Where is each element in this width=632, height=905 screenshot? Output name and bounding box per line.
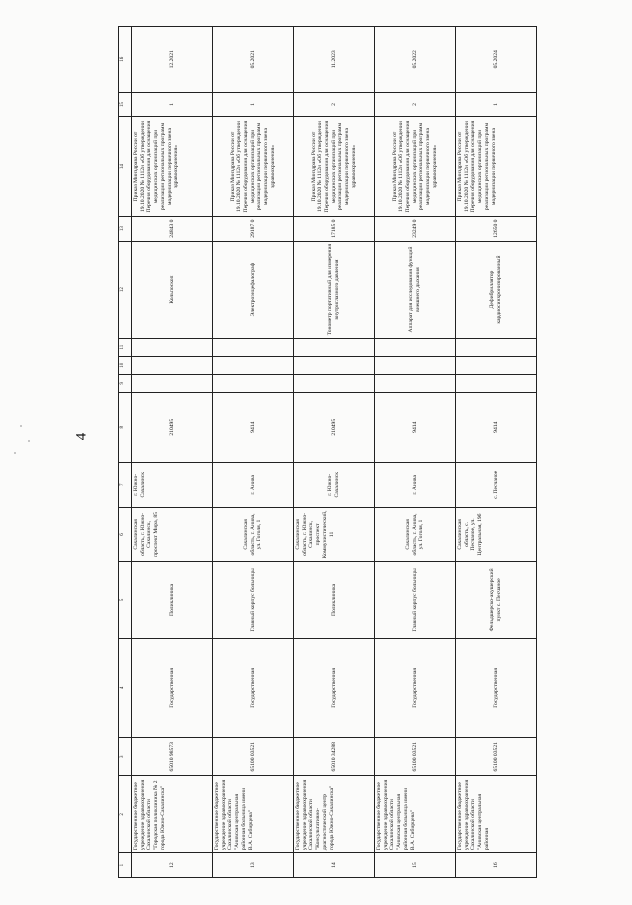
okato-code: 210495	[132, 392, 213, 462]
organization-name: Государственное бюджетное учреждение здравоохранения Сахалинской области "Анивская центральная районная больница имени В.А. Сибирцева"	[375, 776, 456, 853]
empty-cell	[294, 374, 375, 392]
row-number: 15	[375, 853, 456, 878]
ownership-form: Государственная	[375, 638, 456, 737]
ownership-form: Государственная	[294, 638, 375, 737]
empty-cell	[132, 338, 213, 356]
organization-name: Государственное бюджетное учреждение здравоохранения Сахалинской области "Анивская центральная районная больница имени В.А. Сибирцева"	[213, 776, 294, 853]
equipment-price: 12650 0	[456, 216, 537, 241]
column-number: 13	[119, 216, 132, 241]
organization-code: 65100 03521	[456, 738, 537, 776]
structural-unit: Фельдшерско-акушерский пункт с. Песчаное	[456, 562, 537, 639]
row-number: 12	[132, 853, 213, 878]
scan-speck	[14, 452, 16, 454]
delivery-date: 05.2022	[375, 27, 456, 93]
quantity: 1	[456, 92, 537, 117]
table-row	[456, 27, 537, 878]
delivery-date: 05.2024	[456, 27, 537, 93]
ownership-form: Государственная	[213, 638, 294, 737]
scan-speck	[28, 440, 30, 442]
empty-cell	[132, 356, 213, 374]
empty-cell	[375, 356, 456, 374]
column-number: 1	[119, 853, 132, 878]
column-number: 9	[119, 374, 132, 392]
structural-unit: Поликлиника	[294, 562, 375, 639]
empty-cell	[213, 338, 294, 356]
address: Сахалинская область, г. Анива, ул. Гоголя, 1	[375, 507, 456, 561]
delivery-date: 05.2021	[213, 27, 294, 93]
structural-unit: Главный корпус больницы	[213, 562, 294, 639]
organization-name: Государственное бюджетное учреждение здравоохранения Сахалинской области "Консультативно-диагностический центр города Южно-Сахалинска"	[294, 776, 375, 853]
equipment-name: Аппарат для исследования функций внешнего дыхания	[375, 241, 456, 338]
organization-name: Государственное бюджетное учреждение здравоохранения Сахалинской области "Городская поликлиника № 2 города Южно-Сахалинска"	[132, 776, 213, 853]
empty-cell	[456, 338, 537, 356]
column-number: 5	[119, 562, 132, 639]
column-number: 2	[119, 776, 132, 853]
legal-basis: Приказ Минздрава России от 19.10.2020 № 1112н «Об утверждении Перечня оборудования для оснащения медицинских организаций при реализации региональных программ модернизации первичного звена здравоохранения»	[375, 117, 456, 216]
row-number: 16	[456, 853, 537, 878]
organization-name: Государственное бюджетное учреждение здравоохранения Сахалинской области "Анивская центральная районная	[456, 776, 537, 853]
locality: г. Анива	[213, 462, 294, 507]
table-row	[132, 27, 213, 878]
empty-cell	[213, 356, 294, 374]
empty-cell	[375, 374, 456, 392]
column-number: 12	[119, 241, 132, 338]
okato-code: 9414	[213, 392, 294, 462]
structural-unit: Поликлиника	[132, 562, 213, 639]
address: Сахалинская область, г. Южно-Сахалинск, проспект Коммунистический, 11	[294, 507, 375, 561]
row-number: 14	[294, 853, 375, 878]
organization-code: 65100 03521	[213, 738, 294, 776]
legal-basis: Приказ Минздрава России от 19.10.2020 № 1112н «Об утверждении Перечня оборудования для оснащения медицинских организаций при реализации региональных программ модернизации первичного звена	[456, 117, 537, 216]
empty-cell	[375, 338, 456, 356]
empty-cell	[213, 374, 294, 392]
column-number: 14	[119, 117, 132, 216]
empty-cell	[456, 374, 537, 392]
organization-code: 65010 98573	[132, 738, 213, 776]
quantity: 2	[294, 92, 375, 117]
column-number: 15	[119, 92, 132, 117]
ownership-form: Государственная	[132, 638, 213, 737]
empty-cell	[294, 356, 375, 374]
okato-code: 9414	[456, 392, 537, 462]
column-number: 7	[119, 462, 132, 507]
rotated-table-sheet	[118, 26, 528, 878]
delivery-date: 11.2023	[294, 27, 375, 93]
legal-basis: Приказ Минздрава России от 19.10.2020 № 1112н «Об утверждении Перечня оборудования для оснащения медицинских организаций при реализации региональных программ модернизации первичного звена здравоохранения»	[213, 117, 294, 216]
equipment-name: Кольпоскоп	[132, 241, 213, 338]
equipment-price: 17185 0	[294, 216, 375, 241]
organization-code: 65010 34288	[294, 738, 375, 776]
column-number: 4	[119, 638, 132, 737]
structural-unit: Главный корпус больницы	[375, 562, 456, 639]
column-number: 8	[119, 392, 132, 462]
okato-code: 9414	[375, 392, 456, 462]
equipment-price: 29187 0	[213, 216, 294, 241]
column-number: 3	[119, 738, 132, 776]
quantity: 1	[132, 92, 213, 117]
ownership-form: Государственная	[456, 638, 537, 737]
column-number: 11	[119, 338, 132, 356]
equipment-name: Тонометр портативный для измерения внутриглазного давления	[294, 241, 375, 338]
scan-speck	[20, 425, 22, 427]
legal-basis: Приказ Минздрава России от 19.10.2020 № 1112н «Об утверждении Перечня оборудования для оснащения медицинских организаций при реализации региональных программ модернизации первичного звена здравоохранения»	[132, 117, 213, 216]
page-number: 4	[73, 432, 90, 441]
table-row	[213, 27, 294, 878]
column-number: 16	[119, 27, 132, 93]
quantity: 2	[375, 92, 456, 117]
row-number: 13	[213, 853, 294, 878]
delivery-date: 12.2021	[132, 27, 213, 93]
legal-basis: Приказ Минздрава России от 19.10.2020 № 1112н «Об утверждении Перечня оборудования для оснащения медицинских организаций при реализации региональных программ модернизации первичного звена здравоохранения»	[294, 117, 375, 216]
locality: г. Южно-Сахалинск	[132, 462, 213, 507]
empty-cell	[294, 338, 375, 356]
quantity: 1	[213, 92, 294, 117]
address: Сахалинская область, г. Южно-Сахалинск, проспект Мира, 85	[132, 507, 213, 561]
address: Сахалинская область, г. Анива, ул. Гоголя, 1	[213, 507, 294, 561]
table-row	[375, 27, 456, 878]
locality: с. Песчаное	[456, 462, 537, 507]
address: Сахалинская область, с. Песчаное, ул. Центральная, 19б	[456, 507, 537, 561]
column-number-row	[119, 27, 132, 878]
empty-cell	[132, 374, 213, 392]
equipment-name: Дефибриллятор кардиосинхронизированный	[456, 241, 537, 338]
table-row	[294, 27, 375, 878]
okato-code: 210495	[294, 392, 375, 462]
equipment-price: 23249 0	[375, 216, 456, 241]
equipment-table	[118, 26, 537, 878]
column-number: 6	[119, 507, 132, 561]
organization-code: 65100 03521	[375, 738, 456, 776]
column-number: 10	[119, 356, 132, 374]
locality: г. Южно-Сахалинск	[294, 462, 375, 507]
equipment-name: Электроэнцефалограф	[213, 241, 294, 338]
locality: г. Анива	[375, 462, 456, 507]
empty-cell	[456, 356, 537, 374]
equipment-price: 24843 0	[132, 216, 213, 241]
